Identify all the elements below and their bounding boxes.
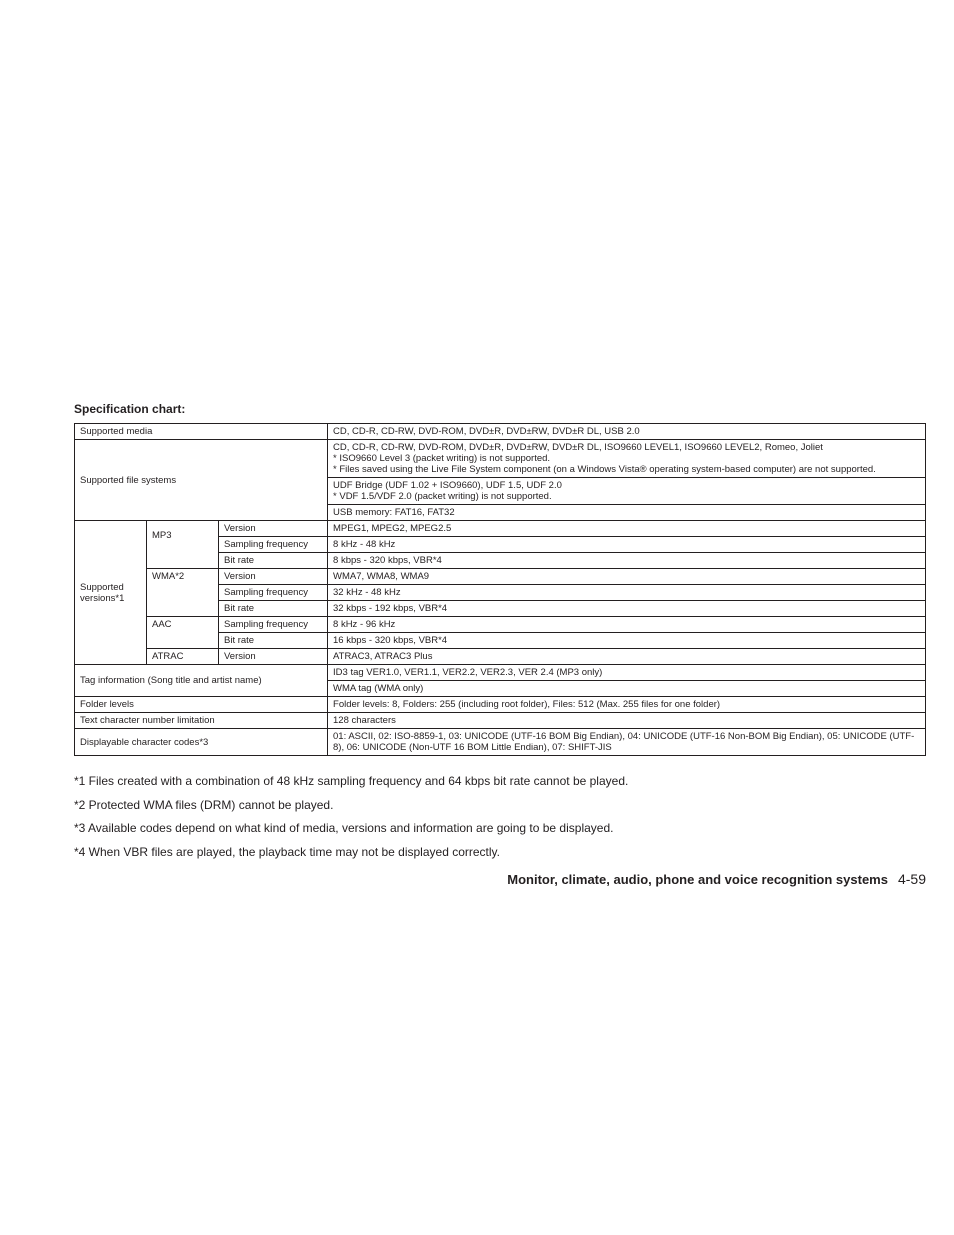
format-atrac: ATRAC (147, 649, 219, 665)
aac-bitrate-value: 16 kbps - 320 kbps, VBR*4 (328, 633, 926, 649)
char-codes-label: Displayable character codes*3 (75, 729, 328, 756)
folder-levels-label: Folder levels (75, 697, 328, 713)
supported-media-label: Supported media (75, 424, 328, 440)
file-systems-disc-note: * ISO9660 Level 3 (packet writing) is not supported. (333, 453, 551, 464)
footnote-4: *4 When VBR files are played, the playback time may not be displayed correctly. (74, 844, 500, 859)
footnotes (74, 774, 934, 868)
page-number: 4-59 (897, 871, 926, 887)
file-systems-vista-note: * Files saved using the Live File System component (on a Windows Vista® operating system-based computer) are not supported. (333, 464, 876, 475)
table-row (75, 617, 926, 633)
mp3-bitrate-label: Bit rate (219, 553, 328, 569)
table-row (75, 665, 926, 681)
file-systems-udf-cell (328, 478, 926, 505)
page-footer (507, 871, 926, 887)
tag-info-label: Tag information (Song title and artist name) (75, 665, 328, 697)
wma-bitrate-value: 32 kbps - 192 kbps, VBR*4 (328, 601, 926, 617)
wma-bitrate-label: Bit rate (219, 601, 328, 617)
text-limit-label: Text character number limitation (75, 713, 328, 729)
footnote-3: *3 Available codes depend on what kind of media, versions and information are going to be displayed. (74, 821, 614, 835)
table-row (75, 697, 926, 713)
aac-sampling-value: 8 kHz - 96 kHz (328, 617, 926, 633)
table-row (75, 521, 926, 537)
file-systems-udf-note: * VDF 1.5/VDF 2.0 (packet writing) is not supported. (333, 491, 552, 502)
table-row (75, 440, 926, 478)
specification-table (74, 423, 926, 756)
char-codes-value: 01: ASCII, 02: ISO-8859-1, 03: UNICODE (UTF-16 BOM Big Endian), 04: UNICODE (UTF-16 Non-BOM Big Endian), 05: UNICODE (UTF-8), 06: UNICODE (Non-UTF 16 BOM Little Endian), 07: SHIFT-JIS (328, 729, 926, 756)
file-systems-usb: USB memory: FAT16, FAT32 (328, 505, 926, 521)
tag-info-id3: ID3 tag VER1.0, VER1.1, VER2.2, VER2.3, VER 2.4 (MP3 only) (328, 665, 926, 681)
mp3-version-value: MPEG1, MPEG2, MPEG2.5 (328, 521, 926, 537)
atrac-version-label: Version (219, 649, 328, 665)
wma-version-label: Version (219, 569, 328, 585)
file-systems-disc-cell (328, 440, 926, 478)
mp3-sampling-value: 8 kHz - 48 kHz (328, 537, 926, 553)
file-systems-label: Supported file systems (75, 440, 328, 521)
table-row (75, 713, 926, 729)
tag-info-wma: WMA tag (WMA only) (328, 681, 926, 697)
file-systems-udf-line: UDF Bridge (UDF 1.02 + ISO9660), UDF 1.5, UDF 2.0 (333, 480, 562, 491)
aac-bitrate-label: Bit rate (219, 633, 328, 649)
mp3-sampling-label: Sampling frequency (219, 537, 328, 553)
mp3-bitrate-value: 8 kbps - 320 kbps, VBR*4 (328, 553, 926, 569)
text-limit-value: 128 characters (328, 713, 926, 729)
supported-versions-label: Supported versions*1 (75, 521, 147, 665)
folder-levels-value: Folder levels: 8, Folders: 255 (including root folder), Files: 512 (Max. 255 files for one folder) (328, 697, 926, 713)
format-mp3: MP3 (147, 521, 219, 569)
supported-media-value: CD, CD-R, CD-RW, DVD-ROM, DVD±R, DVD±RW, DVD±R DL, USB 2.0 (328, 424, 926, 440)
wma-sampling-value: 32 kHz - 48 kHz (328, 585, 926, 601)
table-row (75, 729, 926, 756)
table-row (75, 649, 926, 665)
atrac-version-value: ATRAC3, ATRAC3 Plus (328, 649, 926, 665)
footer-section-title: Monitor, climate, audio, phone and voice recognition systems (507, 872, 888, 887)
wma-version-value: WMA7, WMA8, WMA9 (328, 569, 926, 585)
table-row (75, 424, 926, 440)
aac-sampling-label: Sampling frequency (219, 617, 328, 633)
mp3-version-label: Version (219, 521, 328, 537)
section-title: Specification chart: (74, 402, 186, 416)
file-systems-disc-line: CD, CD-R, CD-RW, DVD-ROM, DVD±R, DVD±RW, DVD±R DL, ISO9660 LEVEL1, ISO9660 LEVEL2, Romeo, Joliet (333, 442, 823, 453)
footnote-2: *2 Protected WMA files (DRM) cannot be played. (74, 797, 334, 812)
format-wma: WMA*2 (147, 569, 219, 617)
table-row (75, 569, 926, 585)
wma-sampling-label: Sampling frequency (219, 585, 328, 601)
format-aac: AAC (147, 617, 219, 649)
footnote-1: *1 Files created with a combination of 48 kHz sampling frequency and 64 kbps bit rate cannot be played. (74, 774, 629, 788)
